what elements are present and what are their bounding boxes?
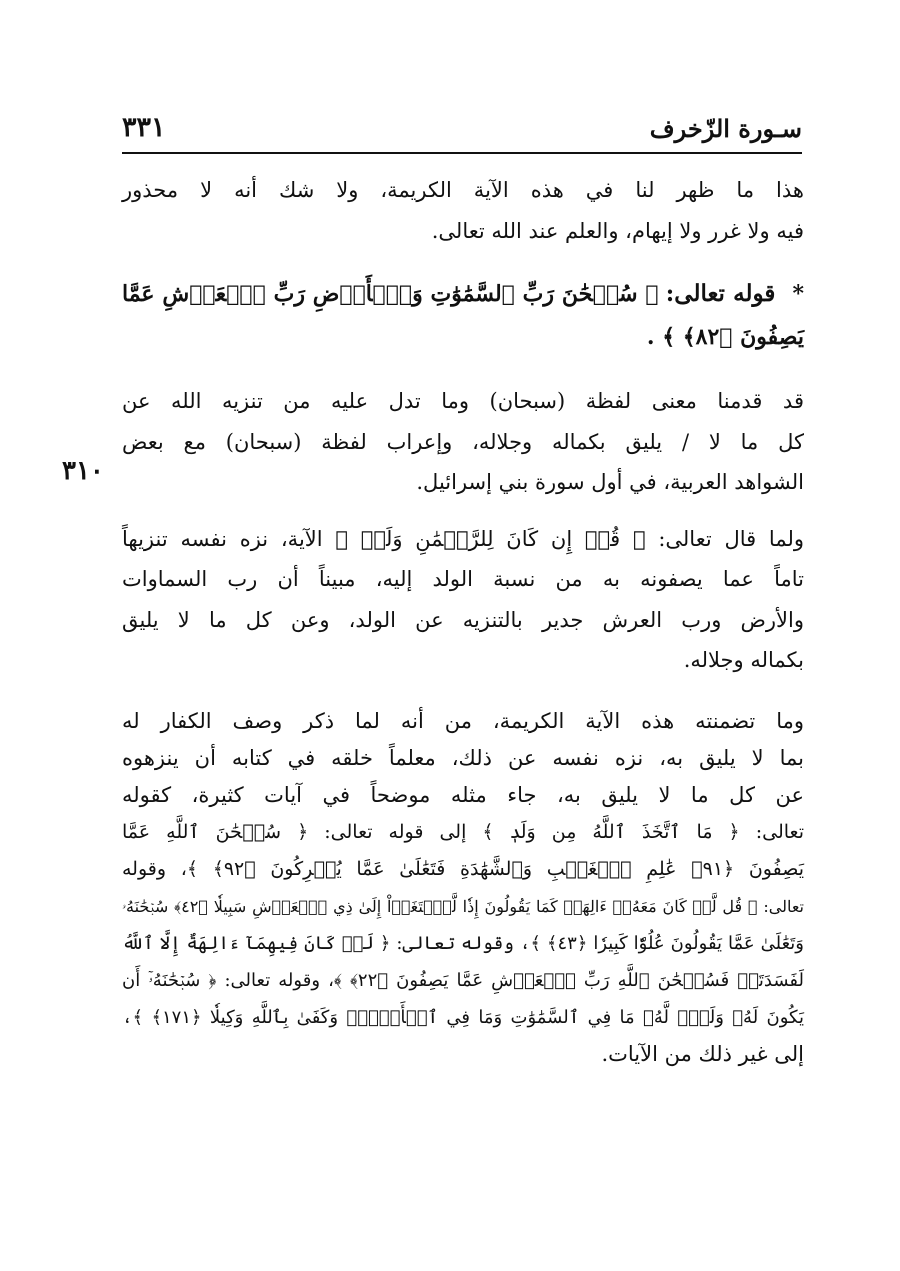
- text-line: كل ما لا / يليق بكماله وجلاله، وإعراب لفظة (سبحان) مع بعض: [122, 429, 804, 454]
- text-line: هذا ما ظهر لنا في هذه الآية الكريمة، ولا شك أنه لا محذور: [122, 178, 804, 202]
- text-line: بكماله وجلاله.: [683, 648, 804, 672]
- margin-page-reference: ٣١٠: [62, 456, 104, 486]
- text-line: لَفَسَدَتَاۚ فَسُبۡحَٰنَ ٱللَّهِ رَبِّ ٱلۡعَرۡشِ عَمَّا يَصِفُونَ ﴿٢٢﴾ ﴾، وقوله تعالى: ﴿ سُبۡحَٰنَهُۥٓ أَن: [122, 969, 804, 991]
- quran-verse: ﴿ سُبۡحَٰنَ رَبِّ ٱلسَّمَٰوَٰتِ وَٱلۡأَرۡضِ رَبِّ ٱلۡعَرۡشِ عَمَّا يَصِفُونَ ﴿٨٢﴾ ﴾ .: [122, 281, 804, 350]
- text-line: فيه ولا غرر ولا إيهام، والعلم عند الله تعالى.: [431, 218, 804, 243]
- text-line: تاماً عما يصفونه به من نسبة الولد إليه، مبيناً أن رب السماوات: [122, 567, 804, 591]
- star-marker: *: [792, 281, 805, 307]
- text-line: بما لا يليق به، نزه نفسه عن ذلك، معلماً خلقه في كتابه أن ينزهوه: [122, 745, 804, 770]
- text-line: إلى غير ذلك من الآيات.: [601, 1041, 804, 1066]
- surah-title: سـورة الزّخرف: [649, 114, 802, 143]
- verse-heading-label: قوله تعالى:: [665, 280, 776, 307]
- text-line: وَتَعَٰلَىٰ عَمَّا يَقُولُونَ عُلُوّٗا كَبِيرٗا ﴿٤٣﴾ ﴾، وقوله تعالى: ﴿ لَوۡ كَانَ فِيهِمَآ ءَالِهَةٌ إِلَّا ٱللَّهُ: [122, 932, 804, 954]
- body-text: [122, 170, 804, 1073]
- paragraph-2: [122, 519, 804, 681]
- text-line: يَكُونَ لَهُۥ وَلَدٞۘ لَّهُۥ مَا فِي ٱلسَّمَٰوَٰتِ وَمَا فِي ٱلۡأَرۡضِۗ وَكَفَىٰ بِٱللَّهِ وَكِيلٗا ﴿١٧١﴾ ﴾،: [122, 1006, 804, 1028]
- text-line: والأرض ورب العرش جدير بالتنزيه عن الولد، وعن كل ما لا يليق: [122, 607, 804, 632]
- intro-paragraph: [122, 170, 804, 251]
- text-line: الشواهد العربية، في أول سورة بني إسرائيل.: [416, 470, 804, 494]
- text-line: تعالى: ﴿ قُل لَّوۡ كَانَ مَعَهُۥٓ ءَالِهَةٞ كَمَا يَقُولُونَ إِذٗا لَّٱبۡتَغَوۡاْ إِلَىٰ ذِي ٱلۡعَرۡشِ سَبِيلٗا ﴿٤٢﴾ سُبۡحَٰنَهُۥ: [122, 896, 804, 916]
- text-line: ولما قال تعالى: ﴿ قُلۡ إِن كَانَ لِلرَّحۡمَٰنِ وَلَدٞ ﴾ الآية، نزه نفسه تنزيهاً: [122, 526, 804, 551]
- verse-heading: [122, 273, 804, 359]
- text-line: وما تضمنته هذه الآية الكريمة، من أنه لما ذكر وصف الكفار له: [122, 708, 804, 733]
- text-line: قد قدمنا معنى لفظة (سبحان) وما تدل عليه من تنزيه الله عن: [122, 389, 804, 413]
- paragraph-3: [122, 703, 804, 1073]
- page-number: ٣٣١: [122, 112, 166, 143]
- text-line: يَصِفُونَ ﴿٩١﴾ عَٰلِمِ ٱلۡغَيۡبِ وَٱلشَّهَٰدَةِ فَتَعَٰلَىٰ عَمَّا يُشۡرِكُونَ ﴿٩٢﴾ ﴾، وقوله: [122, 857, 804, 880]
- paragraph-1: [122, 381, 804, 503]
- text-line: عن كل ما لا يليق به، جاء مثله موضحاً في آيات كثيرة، كقوله: [122, 782, 804, 807]
- page-header: [122, 112, 802, 154]
- text-line: تعالى: ﴿ مَا ٱتَّخَذَ ٱللَّهُ مِن وَلَدٖ ﴾ إلى قوله تعالى: ﴿ سُبۡحَٰنَ ٱللَّهِ عَمَّا: [122, 820, 804, 843]
